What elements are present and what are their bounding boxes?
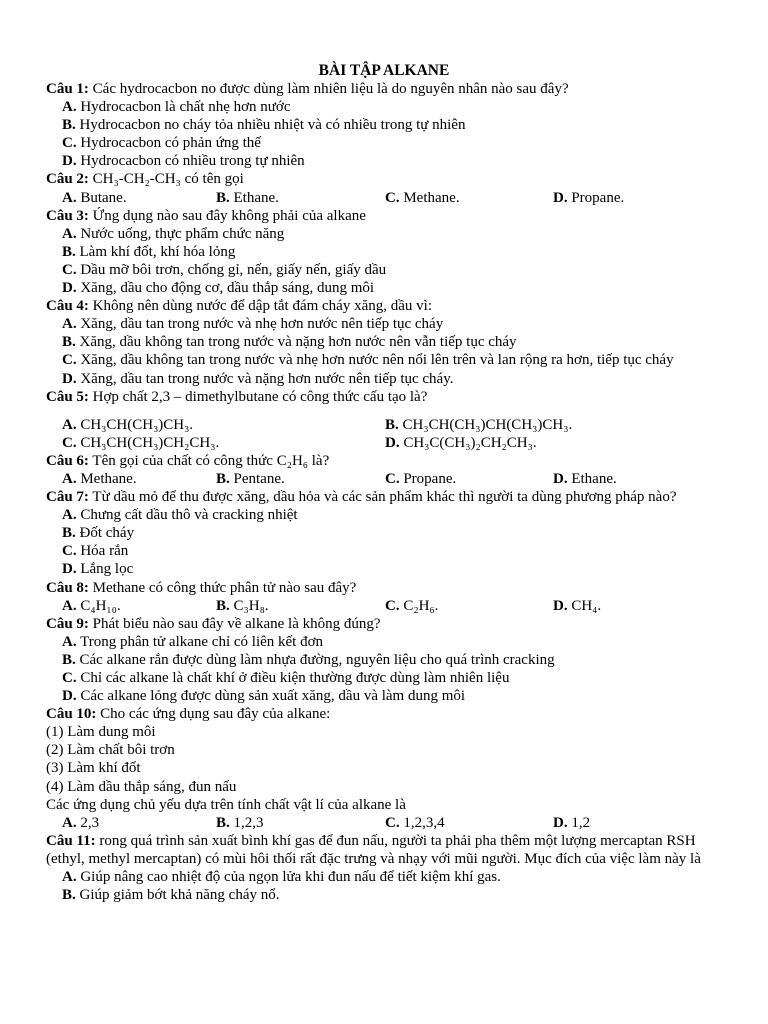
option-7c: C. Hóa rắn [62,543,129,560]
option-1b: B. Hydrocacbon no cháy tỏa nhiều nhiệt và có nhiều trong tự nhiên [62,117,466,134]
option-2c: C. Methane. [385,189,460,206]
option-10b: B. 1,2,3 [216,814,264,831]
question-text: CH₃-CH₂-CH₃ có tên gọi [88,171,244,188]
option-7a: A. Chưng cất dầu thô và cracking nhiệt [62,507,298,524]
option-1a: A. Hydrocacbon là chất nhẹ hơn nước [62,99,291,116]
option-1d: D. Hydrocacbon có nhiều trong tự nhiên [62,153,305,170]
option-8b: B. C₃H₈. [216,597,269,614]
option-8d: D. CH₄. [553,597,602,614]
question-text: Từ dầu mỏ để thu được xăng, dầu hỏa và các sản phẩm khác thì người ta dùng phương pháp nào? [88,489,677,506]
list-item: (2) Làm chất bôi trơn [46,742,175,759]
option-3c: C. Dầu mỡ bôi trơn, chống gỉ, nến, giấy nến, giấy dầu [62,261,387,278]
question-11 [0,832,768,868]
option-2b: B. Ethane. [216,189,279,206]
option-2a: A. Butane. [62,189,127,206]
question-label: Câu 9: [46,615,89,632]
question-3 [0,207,768,225]
option-7b: B. Đốt cháy [62,525,135,542]
option-11a: A. Giúp nâng cao nhiệt độ của ngọn lửa khi đun nấu để tiết kiệm khí gas. [62,869,501,886]
option-3a: A. Nước uống, thực phẩm chức năng [62,225,285,242]
option-4a: A. Xăng, dầu tan trong nước và nhẹ hơn nước nên tiếp tục cháy [62,316,444,333]
option-4d: D. Xăng, dầu tan trong nước và nặng hơn nước nên tiếp tục cháy. [62,370,454,387]
question-text: Các hydrocacbon no được dùng làm nhiên liệu là do nguyên nhân nào sau đây? [88,81,569,97]
options-row-6 [0,470,768,488]
question-text: Phát biểu nào sau đây về alkane là không đúng? [88,615,381,632]
document-title: BÀI TẬP ALKANE [318,62,450,79]
list-item: (3) Làm khí đốt [46,760,141,777]
question-label: Câu 6: [46,452,89,469]
option-9b: B. Các alkane rắn được dùng làm nhựa đường, nguyên liệu cho quá trình cracking [62,651,555,668]
question-text: Tên gọi của chất có công thức C₂H₆ là? [88,452,330,469]
question-6 [0,452,768,470]
question-9 [0,615,768,633]
question-10 [0,705,768,723]
question-label: Câu 8: [46,579,89,596]
spacer [0,406,768,416]
option-7d: D. Lắng lọc [62,561,134,578]
question-8 [0,579,768,597]
option-6a: A. Methane. [62,470,137,487]
options-row-2 [0,189,768,207]
option-5a: A. CH₃CH(CH₃)CH₃. [62,416,194,433]
question-10-prompt: Các ứng dụng chủ yếu dựa trên tính chất vật lí của alkane là [46,796,406,813]
option-9c: C. Chỉ các alkane là chất khí ở điều kiện thường được dùng làm nhiên liệu [62,670,510,686]
question-text: Cho các ứng dụng sau đây của alkane: [96,706,331,723]
option-10c: C. 1,2,3,4 [385,814,445,831]
question-label: Câu 7: [46,489,89,506]
options-row-5-cd [0,434,768,452]
option-5c: C. CH₃CH(CH₃)CH₂CH₃. [62,434,220,451]
option-1c: C. Hydrocacbon có phản ứng thế [62,135,261,152]
option-4b: B. Xăng, dầu không tan trong nước và nặng hơn nước nên vẫn tiếp tục cháy [62,334,517,351]
option-9d: D. Các alkane lỏng được dùng sản xuất xăng, dầu và làm dung môi [62,688,466,705]
question-label: Câu 10: [46,706,97,723]
question-1 [0,80,768,98]
option-2d: D. Propane. [553,189,625,206]
question-7 [0,488,768,506]
options-row-10 [0,814,768,832]
option-5b: B. CH₃CH(CH₃)CH(CH₃)CH₃. [385,416,573,433]
option-8a: A. C₄H₁₀. [62,597,121,614]
list-item: (4) Làm dầu thắp sáng, đun nấu [46,778,237,795]
question-label: Câu 5: [46,388,89,405]
question-4 [0,297,768,315]
question-text: rong quá trình sản xuất bình khí gas để đun nấu, người ta phải pha thêm một lượng mercaptan RSH (ethyl, methyl mercaptan) có mùi hôi thối rất đặc trưng và nhạy với mũi người. Mục đích của việc làm này là [46,832,701,867]
option-10d: D. 1,2 [553,814,591,831]
question-text: Methane có công thức phân tử nào sau đây? [88,579,357,596]
option-6b: B. Pentane. [216,470,285,487]
option-10a: A. 2,3 [62,814,100,831]
question-text: Ứng dụng nào sau đây không phải của alkane [88,207,366,224]
question-label: Câu 3: [46,207,89,224]
option-11b: B. Giúp giảm bớt khả năng cháy nổ. [62,887,280,904]
question-text: Hợp chất 2,3 – dimethylbutane có công thức cấu tạo là? [88,388,428,405]
option-6d: D. Ethane. [553,470,617,487]
options-row-8 [0,597,768,615]
question-5 [0,388,768,406]
option-6c: C. Propane. [385,470,457,487]
list-item: (1) Làm dung môi [46,724,156,741]
question-label: Câu 2: [46,171,89,188]
option-3d: D. Xăng, dầu cho động cơ, dầu thắp sáng, dung môi [62,280,375,297]
question-label: Câu 4: [46,298,89,315]
options-row-5-ab [0,416,768,434]
question-2 [0,170,768,188]
option-8c: C. C₂H₆. [385,597,439,614]
option-5d: D. CH₃C(CH₃)₂CH₂CH₃. [385,434,537,451]
option-9a: A. Trong phân tử alkane chỉ có liên kết đơn [62,633,324,650]
option-4c: C. Xăng, dầu không tan trong nước và nhẹ hơn nước nên nổi lên trên và lan rộng ra hơn, tiếp tục cháy [62,352,674,369]
option-3b: B. Làm khí đốt, khí hóa lỏng [62,243,236,260]
question-label: Câu 1: [46,81,89,97]
question-text: Không nên dùng nước để dập tắt đám cháy xăng, dầu vì: [88,298,432,315]
question-label: Câu 11: [46,832,96,849]
